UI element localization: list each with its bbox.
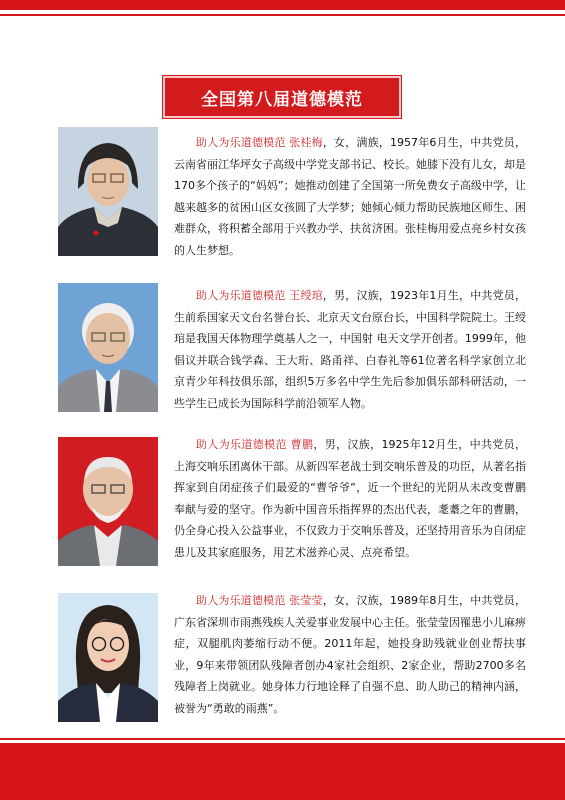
person-name-2: 助人为乐道德模范 王绶琯 — [196, 289, 323, 302]
person-name-1: 助人为乐道德模范 张桂梅 — [196, 136, 323, 149]
bio-paragraph-3 — [174, 434, 526, 563]
person-name-4: 助人为乐道德模范 张莹莹 — [196, 594, 323, 607]
bottom-red-bar — [0, 743, 565, 800]
portrait-photo-1 — [58, 127, 158, 256]
bio-text-3: ，男，汉族，1925年12月生，中共党员，上海交响乐团离休干部。从新四军老战士到交响乐普及的功臣，从著名指挥家到自闭症孩子们最爱的“曹爷爷”，近一个世纪的光阴从未改变曹鹏奉献与爱的坚守。作为新中国音乐指挥界的杰出代表，耄耋之年的曹鹏，仍全身心投入公益事业，不仅致力于交响乐普及，还坚持用音乐为自闭症患儿及其家庭服务，用艺术滋养心灵、点亮希望。 — [174, 438, 526, 559]
bio-text-2: ，男，汉族，1923年1月生，中共党员，生前系国家天文台名誉台长、北京天文台原台长，中国科学院院士。王绶琯是我国天体物理学奠基人之一，中国射 电天文学开创者。1999年，他倡议并联合钱学森、王大珩、路甬祥、白春礼等61位著名科学家创立北京青少年科技俱乐部，组织5万多名中学生先后参加俱乐部科研活动，一些学生已成长为国际科学前沿领军人物。 — [174, 289, 526, 410]
bio-paragraph-1 — [174, 132, 526, 261]
top-red-line — [0, 14, 565, 16]
portrait-photo-3 — [58, 437, 158, 566]
bottom-red-line — [0, 738, 565, 740]
bio-paragraph-2 — [174, 285, 526, 414]
portrait-photo-2 — [58, 283, 158, 412]
bio-text-4: ，女，汉族，1989年8月生，中共党员，广东省深圳市雨燕残疾人关爱事业发展中心主任。张莹莹因罹患小儿麻痹症，双腿肌肉萎缩行动不便。2011年起，她投身助残就业创业帮扶事业，9年来带领团队残障者创办4家社会组织、2家企业，帮助2700多名残障者上岗就业。她身体力行地诠释了自强不息、助人助己的精神内涵，被誉为“勇敢的雨燕”。 — [174, 594, 526, 715]
portrait-3-image — [58, 437, 158, 566]
page-title: 全国第八届道德模范 — [163, 76, 401, 118]
bio-paragraph-4 — [174, 590, 526, 719]
top-red-bar — [0, 0, 565, 10]
portrait-1-image — [58, 127, 158, 256]
portrait-2-image — [58, 283, 158, 412]
bio-text-1: ，女，满族，1957年6月生，中共党员，云南省丽江华坪女子高级中学党支部书记、校长。她膝下没有儿女，却是170多个孩子的“妈妈”；她推动创建了全国第一所免费女子高级中学，让越来越多的贫困山区女孩圆了大学梦；她倾心倾力帮助民族地区师生、困难群众，将积蓄全部用于兴教办学、扶贫济困。张桂梅用爱点亮乡村女孩的人生梦想。 — [174, 136, 526, 257]
portrait-4-image — [58, 593, 158, 722]
portrait-photo-4 — [58, 593, 158, 722]
person-name-3: 助人为乐道德模范 曹鹏 — [196, 438, 314, 451]
